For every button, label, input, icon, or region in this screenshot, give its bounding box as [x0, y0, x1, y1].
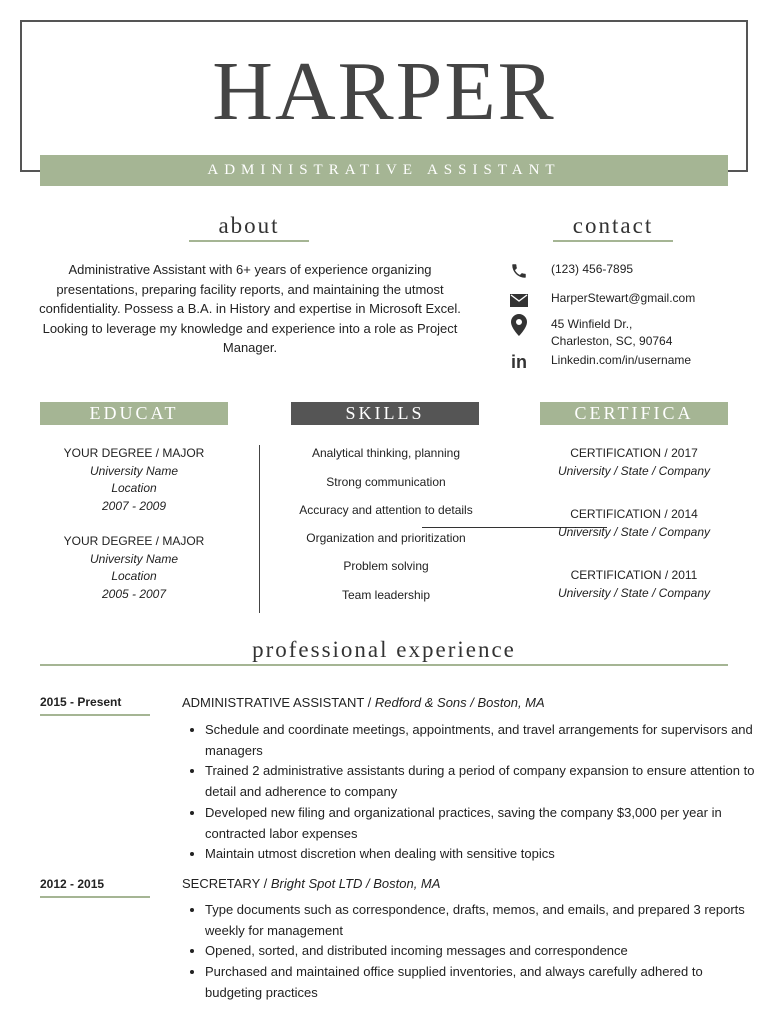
job-title-banner: ADMINISTRATIVE ASSISTANT	[40, 155, 728, 186]
skills-heading: SKILLS	[291, 402, 479, 425]
certification-item	[540, 506, 728, 541]
bullet: • Maintain utmost discretion when dealing with sensitive topics	[205, 844, 755, 865]
years: 2007 - 2009	[101, 498, 167, 513]
location: Location	[111, 481, 157, 495]
about-text: Administrative Assistant with 6+ years of experience organizing presentations, preparing facility reports, and maintaining the utmost confidentiality. Possess a B.A. in History and expertise in Microsoft Excel. Looking to leverage my knowledge and experience into a role as Project Manager.	[39, 262, 461, 355]
bullet: • Developed new filing and organizational practices, saving the company $3,000 per year in contracted labor expenses	[205, 803, 755, 844]
envelope-icon	[508, 291, 530, 309]
education-item	[40, 533, 228, 603]
skill-item: Team leadership	[341, 588, 431, 602]
divider	[259, 445, 260, 613]
education-item	[40, 445, 228, 515]
contact-heading: contact	[553, 212, 673, 242]
degree: YOUR DEGREE / MAJOR	[63, 446, 205, 460]
school: University Name	[89, 463, 179, 478]
certification-item	[540, 445, 728, 480]
certifications-heading: CERTIFICA	[540, 402, 728, 425]
certification-item	[540, 567, 728, 602]
job-dates: 2015 - Present	[40, 695, 150, 716]
job-role: ADMINISTRATIVE ASSISTANT /	[182, 695, 375, 710]
bullet: • Type documents such as correspondence, drafts, memos, and emails, and prepared 3 reports weekly for management	[205, 900, 755, 941]
degree: YOUR DEGREE / MAJOR	[63, 534, 205, 548]
cert-org: University / State / Company	[557, 524, 711, 539]
contact-email	[508, 291, 695, 309]
name-heading: HARPER	[212, 45, 556, 138]
job-role: SECRETARY /	[182, 876, 271, 891]
bullet: • Purchased and maintained office supplied inventories, and always carefully adhered to budgeting practices	[205, 962, 755, 1003]
linkedin-icon: in	[511, 351, 527, 372]
cert-title: CERTIFICATION / 2017	[570, 446, 698, 460]
school: University Name	[89, 551, 179, 566]
bullet: • Schedule and coordinate meetings, appointments, and travel arrangements for supervisors and managers	[205, 720, 755, 761]
email-link[interactable]: HarperStewart@gmail.com	[551, 291, 696, 305]
job-company: Redford & Sons / Boston, MA	[374, 695, 545, 710]
job-title	[182, 876, 440, 891]
linkedin-link[interactable]: Linkedin.com/in/username	[551, 353, 692, 367]
contact-address	[508, 316, 672, 350]
cert-title: CERTIFICATION / 2014	[570, 507, 698, 521]
job-dates: 2012 - 2015	[40, 877, 150, 898]
cert-org: University / State / Company	[557, 463, 711, 478]
bullet: • Trained 2 administrative assistants during a period of company expansion to ensure attention to detail and adherence to company	[205, 761, 755, 802]
contact-linkedin	[508, 353, 691, 371]
phone-text: (123) 456-7895	[551, 262, 634, 276]
skill-item: Organization and prioritization	[306, 531, 466, 545]
skill-item: Problem solving	[343, 559, 429, 573]
job-bullets	[182, 900, 755, 1004]
skill-item: Accuracy and attention to details	[299, 503, 473, 517]
about-heading: about	[189, 212, 309, 242]
bullet: • Opened, sorted, and distributed incoming messages and correspondence	[205, 941, 755, 962]
education-heading: EDUCAT	[40, 402, 228, 425]
contact-phone	[508, 262, 633, 280]
job-title	[182, 695, 545, 710]
skill-item: Strong communication	[326, 475, 446, 489]
phone-icon	[508, 262, 530, 280]
address-line2: Charleston, SC, 90764	[551, 334, 673, 348]
cert-org: University / State / Company	[557, 585, 711, 600]
map-pin-icon	[508, 316, 530, 334]
cert-title: CERTIFICATION / 2011	[570, 568, 698, 582]
skill-item: Analytical thinking, planning	[311, 446, 461, 460]
location: Location	[111, 569, 157, 583]
experience-heading: professional experience	[40, 636, 728, 666]
address-line1: 45 Winfield Dr.,	[551, 317, 633, 331]
years: 2005 - 2007	[101, 586, 167, 601]
job-company: Bright Spot LTD / Boston, MA	[270, 876, 441, 891]
job-bullets	[182, 720, 755, 865]
